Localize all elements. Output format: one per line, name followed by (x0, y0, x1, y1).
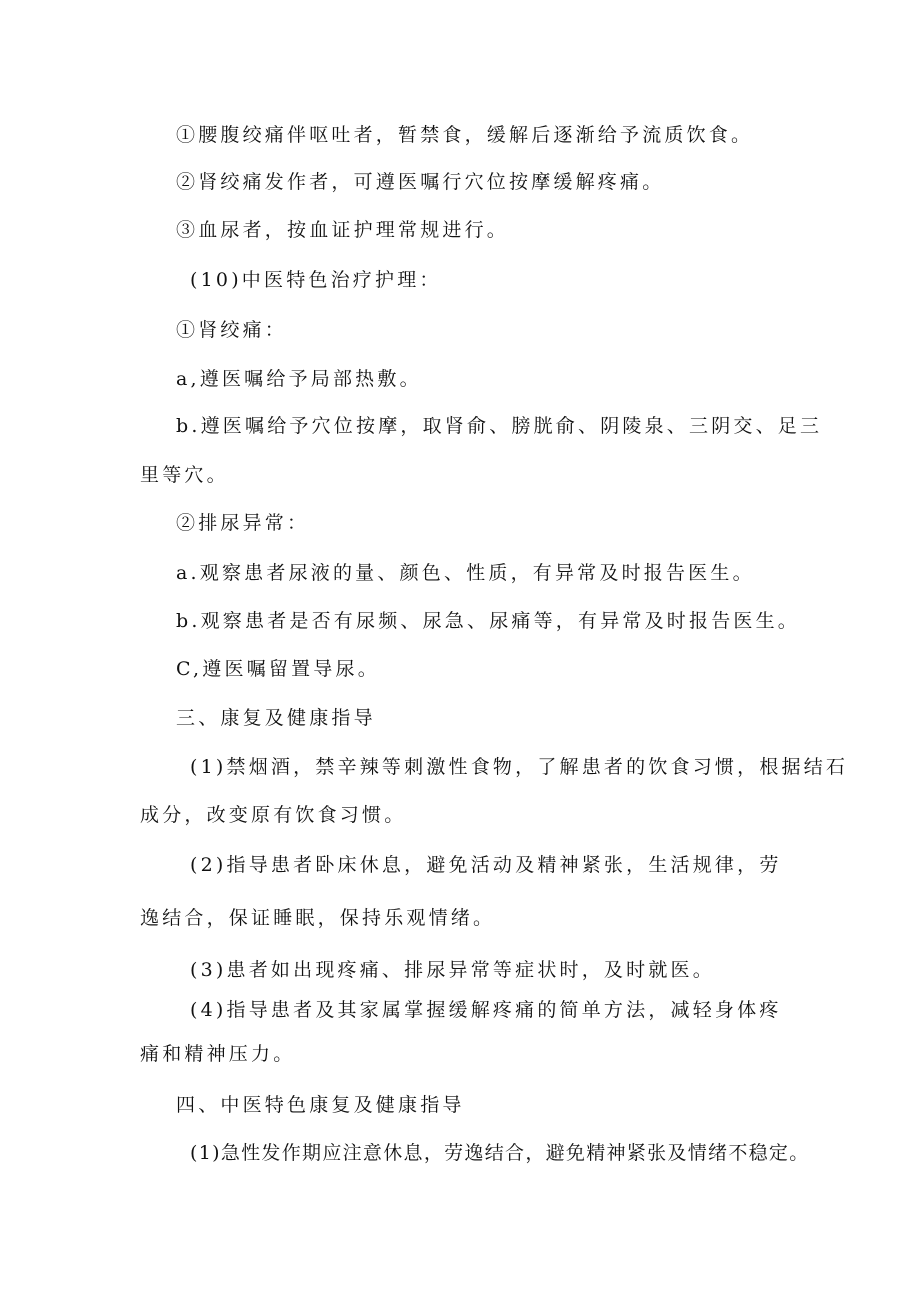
section-heading-tcm-rehab-guidance: 四、中医特色康复及健康指导 (176, 1094, 465, 1116)
guidance-item-diet: (1)禁烟酒，禁辛辣等刺激性食物，了解患者的饮食习惯，根据结石 (190, 756, 849, 778)
guidance-item-diet-continued: 成分，改变原有饮食习惯。 (140, 804, 407, 826)
list-item-observe-frequency: b.观察患者是否有尿频、尿急、尿痛等，有异常及时报告医生。 (176, 610, 801, 632)
nursing-item-hematuria: ③血尿者，按血证护理常规进行。 (176, 219, 510, 241)
section-heading-tcm-treatment-nursing: (10)中医特色治疗护理： (190, 269, 442, 291)
list-item-acupoint-massage-continued: 里等穴。 (140, 464, 229, 486)
list-item-observe-urine: a.观察患者尿液的量、颜色、性质，有异常及时报告医生。 (176, 562, 755, 584)
nursing-item-renal-colic-massage: ②肾绞痛发作者，可遵医嘱行穴位按摩缓解疼痛。 (176, 171, 665, 193)
guidance-item-rest: (2)指导患者卧床休息，避免活动及精神紧张，生活规律，劳 (190, 854, 782, 876)
tcm-guidance-item-acute-phase: (1)急性发作期应注意休息，劳逸结合，避免精神紧张及情绪不稳定。 (190, 1142, 810, 1164)
guidance-item-seek-care: (3)患者如出现疼痛、排尿异常等症状时，及时就医。 (190, 959, 715, 981)
nursing-item-vomiting: ①腰腹绞痛伴呕吐者，暂禁食，缓解后逐渐给予流质饮食。 (176, 124, 754, 146)
guidance-item-pain-relief: (4)指导患者及其家属掌握缓解疼痛的简单方法，减轻身体疼 (190, 999, 782, 1021)
section-heading-rehab-health-guidance: 三、康复及健康指导 (176, 707, 376, 729)
subheading-urination-abnormal: ②排尿异常： (176, 512, 310, 534)
subheading-renal-colic: ①肾绞痛： (176, 319, 288, 341)
list-item-hot-compress: a,遵医嘱给予局部热敷。 (176, 368, 422, 390)
list-item-acupoint-massage: b.遵医嘱给予穴位按摩，取肾俞、膀胱俞、阴陵泉、三阴交、足三 (176, 415, 823, 437)
guidance-item-rest-continued: 逸结合，保证睡眠，保持乐观情绪。 (140, 907, 496, 929)
guidance-item-pain-relief-continued: 痛和精神压力。 (140, 1043, 296, 1065)
list-item-catheter: C,遵医嘱留置导尿。 (176, 658, 380, 680)
